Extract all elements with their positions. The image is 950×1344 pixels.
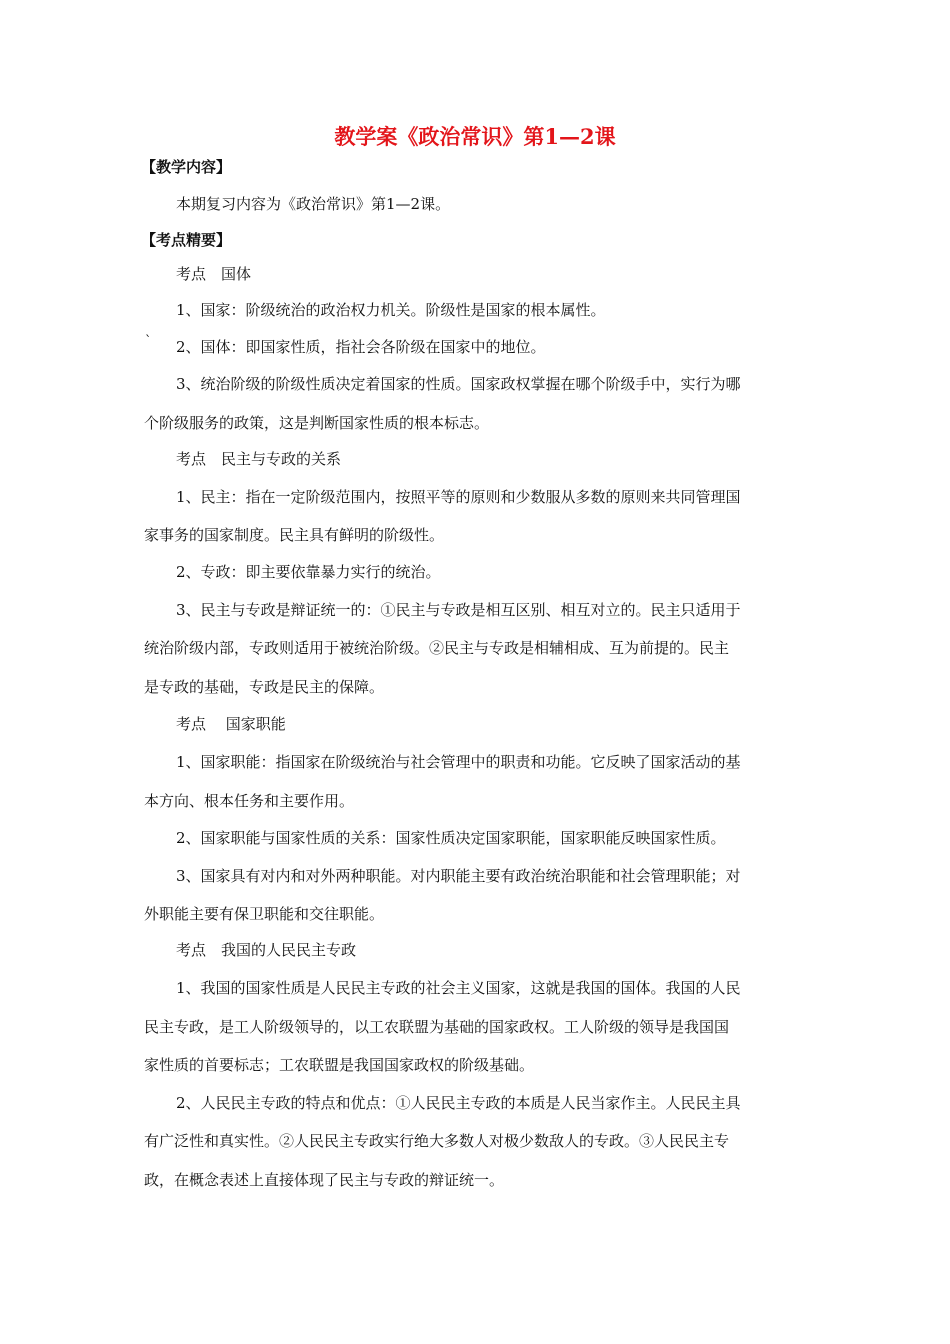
paragraph-line: 家事务的国家制度。民主具有鲜明的阶级性。 — [144, 526, 445, 544]
teaching-content-text: 本期复习内容为《政治常识》第1—2课。 — [176, 195, 451, 213]
point-heading-democracy-dictatorship: 考点 民主与专政的关系 — [176, 450, 342, 468]
point-heading-state-functions: 考点 国家职能 — [176, 715, 286, 733]
paragraph-line: 2、国体：即国家性质，指社会各阶级在国家中的地位。 — [176, 338, 546, 356]
section-heading-teaching-content: 【教学内容】 — [141, 158, 232, 176]
point-heading-state-system: 考点 国体 — [176, 265, 252, 283]
document-title: 教学案《政治常识》第1—2课 — [334, 124, 616, 149]
paragraph-line: 有广泛性和真实性。②人民民主专政实行绝大多数人对极少数敌人的专政。③人民民主专 — [144, 1132, 730, 1150]
point-heading-peoples-democratic-dictatorship: 考点 我国的人民民主专政 — [176, 941, 357, 959]
paragraph-line: 1、我国的国家性质是人民民主专政的社会主义国家，这就是我国的国体。我国的人民 — [176, 979, 741, 997]
section-heading-key-points: 【考点精要】 — [141, 231, 232, 249]
paragraph-line: 民主专政，是工人阶级领导的，以工农联盟为基础的国家政权。工人阶级的领导是我国国 — [144, 1018, 730, 1036]
paragraph-line: 本方向、根本任务和主要作用。 — [144, 792, 355, 810]
paragraph-line: 3、统治阶级的阶级性质决定着国家的性质。国家政权掌握在哪个阶级手中，实行为哪 — [176, 375, 741, 393]
paragraph-line: 2、人民民主专政的特点和优点：①人民民主专政的本质是人民当家作主。人民民主具 — [176, 1094, 741, 1112]
paragraph-line: 外职能主要有保卫职能和交往职能。 — [144, 905, 385, 923]
paragraph-line: 2、国家职能与国家性质的关系：国家性质决定国家职能，国家职能反映国家性质。 — [176, 829, 726, 847]
paragraph-line: 政，在概念表述上直接体现了民主与专政的辩证统一。 — [144, 1171, 505, 1189]
paragraph-line: 个阶级服务的政策，这是判断国家性质的根本标志。 — [144, 414, 490, 432]
paragraph-line: 1、民主：指在一定阶级范围内，按照平等的原则和少数服从多数的原则来共同管理国 — [176, 488, 741, 506]
paragraph-line: 统治阶级内部，专政则适用于被统治阶级。②民主与专政是相辅相成、互为前提的。民主 — [144, 639, 730, 657]
paragraph-line: 3、国家具有对内和对外两种职能。对内职能主要有政治统治职能和社会管理职能；对 — [176, 867, 741, 885]
stray-mark: ` — [145, 334, 152, 349]
paragraph-line: 2、专政：即主要依靠暴力实行的统治。 — [176, 563, 441, 581]
paragraph-line: 1、国家：阶级统治的政治权力机关。阶级性是国家的根本属性。 — [176, 301, 606, 319]
paragraph-line: 是专政的基础，专政是民主的保障。 — [144, 678, 385, 696]
paragraph-line: 3、民主与专政是辩证统一的：①民主与专政是相互区别、相互对立的。民主只适用于 — [176, 601, 741, 619]
paragraph-line: 家性质的首要标志；工农联盟是我国国家政权的阶级基础。 — [144, 1056, 535, 1074]
paragraph-line: 1、国家职能：指国家在阶级统治与社会管理中的职责和功能。它反映了国家活动的基 — [176, 753, 741, 771]
